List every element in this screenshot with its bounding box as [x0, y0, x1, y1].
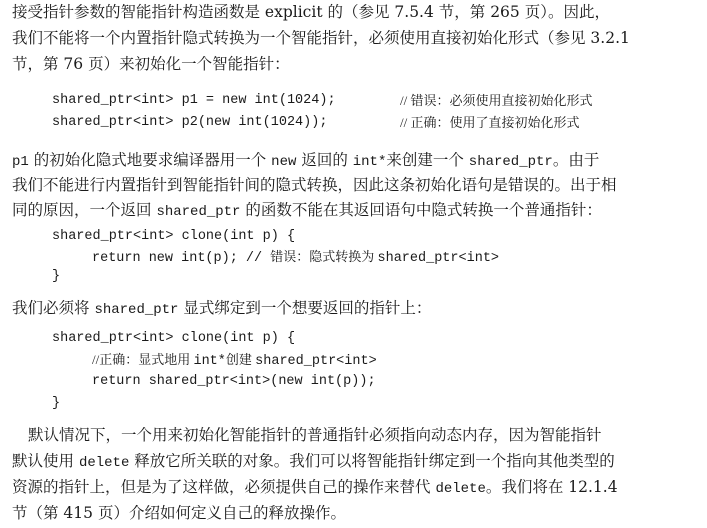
code1-comment2: // 正确：使用了直接初始化形式: [400, 115, 580, 130]
code-run: shared_ptr<int>: [255, 354, 377, 369]
code-term: int*: [352, 154, 387, 170]
code1-line1: shared_ptr<int> p1 = new int(1024);: [52, 93, 336, 108]
code2-line3: }: [52, 269, 61, 284]
text-run: 释放它所关联的对象。我们可以将智能指针绑定到一个指向其他类型的: [129, 452, 615, 470]
code-comment: 创建: [225, 352, 256, 367]
code-run: shared_ptr<int>: [377, 251, 500, 266]
para4-line4: 节（第 415 页）介绍如何定义自己的释放操作。: [12, 504, 346, 522]
code2-line2: [92, 248, 499, 268]
para1-line3: 节，第 76 页）来初始化一个智能指针：: [12, 55, 290, 73]
text-run: 来创建一个: [386, 151, 469, 169]
code-term: p1: [12, 154, 29, 170]
text-run: 显式绑定到一个想要返回的指针上：: [178, 299, 432, 317]
code-run: return new int(p); //: [92, 251, 271, 266]
code-term: delete: [435, 481, 486, 497]
text-run: 的函数不能在其返回语句中隐式转换一个普通指针：: [240, 201, 602, 219]
text-run: 同的原因，一个返回: [12, 201, 157, 219]
para4-line1: 默认情况下，一个用来初始化智能指针的普通指针必须指向动态内存，因为智能指针: [28, 426, 602, 444]
code-comment: 错误：隐式转换为: [270, 249, 378, 264]
code3-line3: return shared_ptr<int>(new int(p));: [92, 374, 376, 389]
para1-line1: 接受指针参数的智能指针构造函数是 explicit 的（参见 7.5.4 节，第 265 页）。因此，: [12, 3, 610, 21]
para1-line2: 我们不能将一个内置指针隐式转换为一个智能指针，必须使用直接初始化形式（参见 3.2.1: [12, 29, 630, 47]
text-run: 返回的: [296, 151, 353, 169]
code-term: new: [271, 154, 297, 170]
text-run: 的初始化隐式地要求编译器用一个: [28, 151, 272, 169]
code-run: int*: [193, 354, 226, 369]
text-run: 我们必须将: [12, 299, 95, 317]
code1-line2: shared_ptr<int> p2(new int(1024));: [52, 115, 328, 130]
text-run: 。我们将在 12.1.4: [485, 478, 618, 496]
para4-line3: [12, 477, 618, 499]
code3-line1: shared_ptr<int> clone(int p) {: [52, 331, 296, 346]
code-term: shared_ptr: [94, 302, 179, 318]
para2-line2: 我们不能进行内置指针到智能指针间的隐式转换，因此这条初始化语句是错误的。出于相: [12, 176, 617, 194]
para2-line3: [12, 200, 602, 222]
text-run: 默认使用: [12, 452, 79, 470]
code3-line2: [92, 351, 377, 371]
code-comment: //正确：显式地用: [92, 352, 194, 367]
para2-line1: [12, 150, 599, 172]
code1-comment1: // 错误：必须使用直接初始化形式: [400, 93, 593, 108]
code-term: shared_ptr: [468, 154, 553, 170]
para4-line2: [12, 451, 615, 473]
para3-line1: [12, 298, 431, 320]
text-run: 。由于: [552, 151, 600, 169]
code3-line4: }: [52, 396, 61, 411]
code-term: delete: [78, 455, 130, 471]
code2-line1: shared_ptr<int> clone(int p) {: [52, 229, 296, 244]
code-term: shared_ptr: [156, 204, 241, 220]
text-run: 资源的指针上，但是为了这样做，必须提供自己的操作来替代: [12, 478, 436, 496]
